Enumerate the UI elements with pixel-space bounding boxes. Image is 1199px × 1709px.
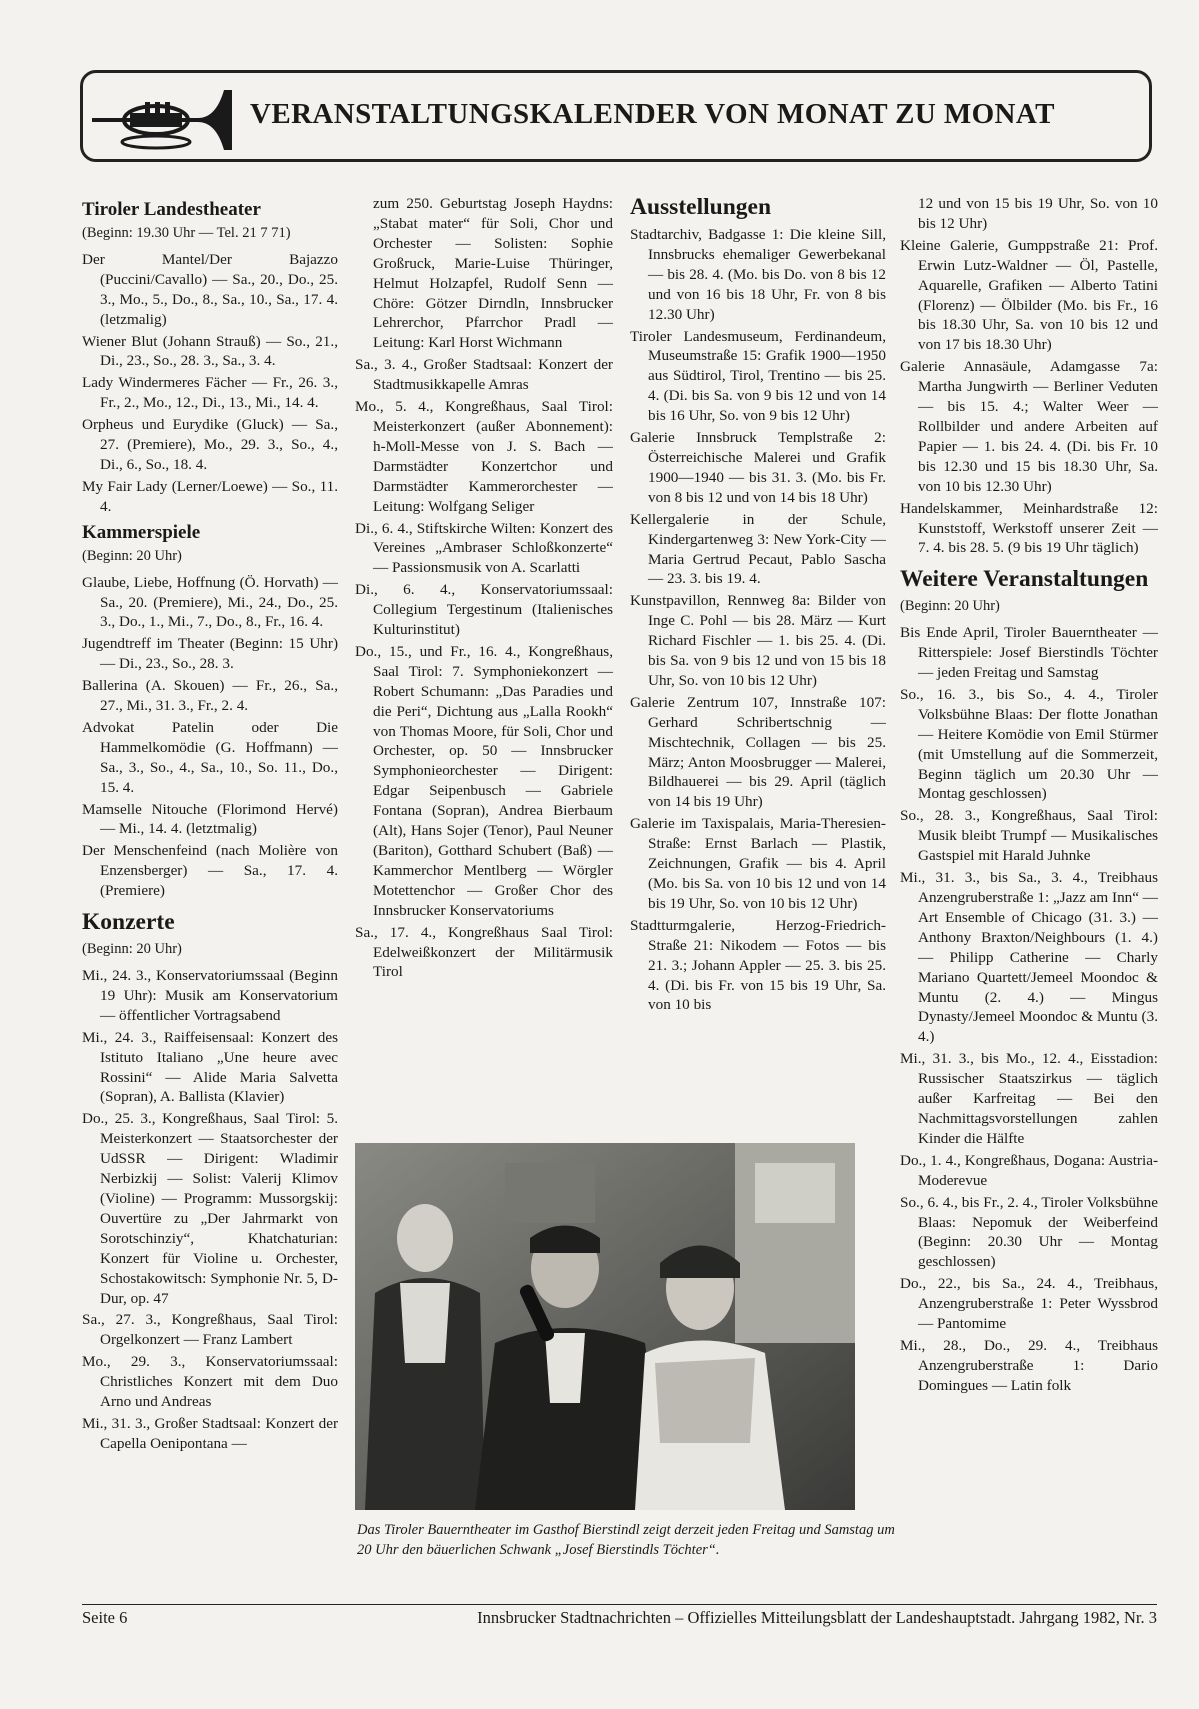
list-item: Do., 15., und Fr., 16. 4., Kongreßhaus, Saal Tirol: 7. Symphoniekonzert — Robert Schumann: „Das Paradies und die Peri“, Dichtung aus „Lalla Rookh“ von Thomas Moore, für Soli, Chor und Orchester, op. 50 — Innsbrucker Symphonieorchester — Dirigent: Edgar Seipenbusch — Gabriele Fontana (Sopran), Andrea Bierbaum (Alt), Hans Sojer (Tenor), Paul Neuner (Bariton), Gotthard Schubert (Baß) — Kammerchor Mentlberg — Wörgler Motettenchor — Großer Chor des Innsbrucker Konservatoriums bbox=[355, 642, 613, 919]
column-2 bbox=[355, 194, 613, 984]
list-item: Jugendtreff im Theater (Beginn: 15 Uhr) — Di., 23., So., 28. 3. bbox=[82, 635, 338, 673]
list-item: Di., 6. 4., Stiftskirche Wilten: Konzert des Vereines „Ambraser Schloßkonzerte“ — Passionsmusik von A. Scarlatti bbox=[355, 519, 613, 577]
list-item: Wiener Blut (Johann Strauß) — So., 21., Di., 23., So., 28. 3., Sa., 3. 4. bbox=[82, 332, 338, 370]
photo-caption: Das Tiroler Bauerntheater im Gasthof Bierstindl zeigt derzeit jeden Freitag und Samstag um 20 Uhr den bäuerlichen Schwank „Josef Bierstindls Töchter“. bbox=[357, 1522, 895, 1558]
list-item: Mi., 28., Do., 29. 4., Treibhaus Anzengruberstraße 1: Dario Domingues — Latin folk bbox=[900, 1336, 1158, 1394]
list-item: Orpheus und Eurydike (Gluck) — Sa., 27. (Premiere), Mo., 29. 3., So., 4., Di., 6., So., 18. 4. bbox=[82, 416, 338, 473]
section-heading-konzerte: Konzerte bbox=[82, 909, 175, 936]
list-item: Bis Ende April, Tiroler Bauerntheater — Ritterspiele: Josef Bierstindls Töchter — jeden Freitag und Samstag bbox=[900, 624, 1158, 682]
section-note: (Beginn: 20 Uhr) bbox=[82, 547, 182, 564]
list-item: zum 250. Geburtstag Joseph Haydns: „Stabat mater“ für Soli, Chor und Orchester — Solisten: Sophie Großruck, Marie-Luise Thüringer, Helmut Holzapfel, Rudolf Senn — Chöre: Götzer Dirndln, Innsbrucker Lehrerchor, Pfarrchor Pradl — Leitung: Karl Horst Wichmann bbox=[373, 195, 613, 352]
column-3 bbox=[630, 194, 886, 1017]
list-item: Mi., 31. 3., bis Sa., 3. 4., Treibhaus Anzengruberstraße 1: „Jazz am Inn“ — Art Ensemble of Chicago (31. 3.) — Anthony Braxton/Neighbours (1. 4.) — Philipp Catherine — Charly Mariano Quartett/Jemeel Moondoc & Muntu (2. 4.) — Mingus Dynasty/Jemeel Moondoc & Muntu (3. 4.) bbox=[900, 869, 1158, 1046]
list-item: Ballerina (A. Skouen) — Fr., 26., Sa., 27., Mi., 31. 3., Fr., 2. 4. bbox=[82, 677, 338, 715]
theater-photo bbox=[355, 1143, 855, 1510]
list-item: Galerie Zentrum 107, Innstraße 107: Gerhard Schribertschnig — Mischtechnik, Collagen — bis 25. März; Anton Moosbrugger — Malerei, Bildhauerei — bis 29. April (täglich von 14 bis 19 Uhr) bbox=[630, 693, 886, 811]
photo-illustration bbox=[355, 1143, 855, 1510]
list-item: Mo., 5. 4., Kongreßhaus, Saal Tirol: Meisterkonzert (außer Abonnement): h-Moll-Messe von J. S. Bach — Darmstädter Konzertchor und Darmstädter Kammerorchester — Leitung: Wolfgang Seliger bbox=[355, 398, 613, 515]
list-item: Galerie Innsbruck Templstraße 2: Österreichische Malerei und Grafik 1900—1940 — bis 31. 3. (Mo. bis Fr. von 8 bis 12 und von 14 bis 18 Uhr) bbox=[630, 429, 886, 506]
list-item: Sa., 27. 3., Kongreßhaus, Saal Tirol: Orgelkonzert — Franz Lambert bbox=[82, 1311, 338, 1349]
section-note: (Beginn: 20 Uhr) bbox=[900, 598, 1000, 615]
list-item: Handelskammer, Meinhardstraße 12: Kunststoff, Werkstoff unserer Zeit — 7. 4. bis 28. 5. (9 bis 19 Uhr täglich) bbox=[900, 499, 1158, 557]
list-item: My Fair Lady (Lerner/Loewe) — So., 11. 4. bbox=[82, 477, 338, 515]
page-footer bbox=[82, 1606, 1157, 1630]
footer-divider bbox=[82, 1604, 1157, 1605]
section-heading-ausstellungen: Ausstellungen bbox=[630, 194, 772, 220]
list-item: Do., 1. 4., Kongreßhaus, Dogana: Austria-Moderevue bbox=[900, 1151, 1158, 1189]
list-item: Mi., 31. 3., Großer Stadtsaal: Konzert der Capella Oenipontana — bbox=[82, 1414, 338, 1452]
list-item: Galerie Annasäule, Adamgasse 7a: Martha Jungwirth — Berliner Veduten — bis 15. 4.; Walter Weer — Rollbilder und andere Arbeiten auf Papier — 1. bis 24. 4. (Di. bis Fr. 10 bis 12.30 und 15 bis 18.30 Uhr, Sa. von 10 bis 12.30 Uhr) bbox=[900, 358, 1158, 495]
list-item: Der Menschenfeind (nach Molière von Enzensberger) — Sa., 17. 4. (Premiere) bbox=[82, 842, 338, 900]
list-item: Galerie im Taxispalais, Maria-Theresien-Straße: Ernst Barlach — Plastik, Zeichnungen, Grafik — bis 4. April (Mo. bis Sa. von 10 bis 12 und von 14 bis 19 Uhr, So. von 10 bis 12 Uhr) bbox=[630, 815, 886, 912]
section-heading-theater: Tiroler Landestheater bbox=[82, 199, 261, 220]
list-item: Do., 25. 3., Kongreßhaus, Saal Tirol: 5. Meisterkonzert — Staatsorchester der UdSSR — Dirigent: Wladimir Nerbizkij — Solist: Valerij Klimov (Violine) — Programm: Mussorgskij: Ouvertüre zu „Der Jahrmarkt von Sorotschinziy“, Khatchaturian: Konzert für Violine u. Orchester, Schostakowitsch: Symphonie Nr. 5, D-Dur, op. 47 bbox=[82, 1110, 338, 1307]
list-item: So., 16. 3., bis So., 4. 4., Tiroler Volksbühne Blaas: Der flotte Jonathan — Heitere Komödie von Emil Stürmer (mit Umstellung auf die Sommerzeit, Beginn täglich um 20.30 Uhr — Montag geschlossen) bbox=[900, 685, 1158, 803]
list-item: Sa., 3. 4., Großer Stadtsaal: Konzert der Stadtmusikkapelle Amras bbox=[355, 356, 613, 394]
calendar-title: VERANSTALTUNGSKALENDER VON MONAT ZU MONAT bbox=[250, 98, 1055, 130]
list-item: Mo., 29. 3., Konservatoriumssaal: Christliches Konzert mit dem Duo Arno und Andreas bbox=[82, 1353, 338, 1411]
list-item: Mi., 24. 3., Konservatoriumssaal (Beginn 19 Uhr): Musik am Konservatorium — öffentlicher Vortragsabend bbox=[82, 967, 338, 1024]
list-item: 12 und von 15 bis 19 Uhr, So. von 10 bis 12 Uhr) bbox=[918, 195, 1158, 232]
list-item: Di., 6. 4., Konservatoriumssaal: Collegium Tergestinum (Italienisches Kulturinstitut) bbox=[355, 581, 613, 639]
section-note: (Beginn: 20 Uhr) bbox=[82, 941, 182, 958]
list-item: Tiroler Landesmuseum, Ferdinandeum, Museumstraße 15: Grafik 1900—1950 aus Südtirol, Tirol, Trentino — bis 25. 4. (Di. bis Sa. von 9 bis 12 und von 14 bis 16 Uhr, So. von 9 bis 12 Uhr) bbox=[630, 327, 886, 425]
list-item: Lady Windermeres Fächer — Fr., 26. 3., Fr., 2., Mo., 12., Di., 13., Mi., 14. 4. bbox=[82, 374, 338, 412]
list-item: Der Mantel/Der Bajazzo (Puccini/Cavallo) — Sa., 20., Do., 25. 3., Mo., 5., Do., 8., Sa., 10., Sa., 17. 4. (letzmalig) bbox=[82, 250, 338, 328]
list-item: Sa., 17. 4., Kongreßhaus Saal Tirol: Edelweißkonzert der Militärmusik Tirol bbox=[355, 923, 613, 981]
section-heading-kammerspiele: Kammerspiele bbox=[82, 521, 201, 543]
list-item: Mi., 24. 3., Raiffeisensaal: Konzert des Istituto Italiano „Une heure avec Rossini“ — Alide Maria Salvetta (Sopran), A. Ballista (Klavier) bbox=[82, 1028, 338, 1106]
trumpet-icon bbox=[90, 80, 240, 160]
list-item: So., 6. 4., bis Fr., 2. 4., Tiroler Volksbühne Blaas: Nepomuk der Weiberfeind (Beginn: 20.30 Uhr — Montag geschlossen) bbox=[900, 1193, 1158, 1271]
section-heading-weitere: Weitere Veranstaltungen bbox=[900, 566, 1149, 593]
list-item: Mamselle Nitouche (Florimond Hervé) — Mi., 14. 4. (letztmalig) bbox=[82, 800, 338, 838]
column-4 bbox=[900, 194, 1158, 1398]
list-item: Stadtarchiv, Badgasse 1: Die kleine Sill, Innsbrucks ehemaliger Gewerbekanal — bis 28. 4. (Mo. bis Do. von 8 bis 12 und von 16 bis 18 Uhr, Fr. von 8 bis 12.30 Uhr) bbox=[630, 226, 886, 323]
list-item: Do., 22., bis Sa., 24. 4., Treibhaus, Anzengruberstraße 1: Peter Wyssbrod — Pantomime bbox=[900, 1275, 1158, 1333]
list-item: Glaube, Liebe, Hoffnung (Ö. Horvath) — Sa., 20. (Premiere), Mi., 24., Do., 25. 3., Do., 1., Mi., 7., Do., 8., Fr., 16. 4. bbox=[82, 573, 338, 631]
list-item: Kunstpavillon, Rennweg 8a: Bilder von Inge C. Pohl — bis 28. März — Kurt Richard Fischler — 1. bis 25. 4. (Di. bis Sa. von 9 bis 12 und von 15 bis 18 Uhr, So. von 10 bis 12 Uhr) bbox=[630, 592, 886, 689]
column-1 bbox=[82, 194, 338, 1456]
list-item: Stadtturmgalerie, Herzog-Friedrich-Straße 21: Nikodem — Fotos — bis 21. 3.; Johann Appler — 25. 3. bis 25. 4. (Di. bis Fr. von 15 bis 19 Uhr, Sa. von 10 bis bbox=[630, 916, 886, 1014]
list-item: Kleine Galerie, Gumppstraße 21: Prof. Erwin Lutz-Waldner — Öl, Pastelle, Aquarelle, Grafiken — Alberto Tatini (Florenz) — Ölbilder (Mo. bis Fr., 16 bis 18.30 Uhr, Sa. von 10 bis 12 und von 17 bis 18.30 Uhr) bbox=[900, 236, 1158, 354]
list-item: Advokat Patelin oder Die Hammelkomödie (G. Hoffmann) — Sa., 3., So., 4., Sa., 10., So. 11., Do., 15. 4. bbox=[82, 718, 338, 796]
section-note: (Beginn: 19.30 Uhr — Tel. 21 7 71) bbox=[82, 225, 291, 241]
page-number: Seite 6 bbox=[82, 1608, 128, 1627]
list-item: Mi., 31. 3., bis Mo., 12. 4., Eisstadion: Russischer Staatszirkus — täglich außer Karfreitag — Bei den Nachmittagsvorstellungen zahlen Kinder die Hälfte bbox=[900, 1050, 1158, 1147]
list-item: Kellergalerie in der Schule, Kindergartenweg 3: New York-City — Maria Gertrud Pecaut, Pablo Sascha — 23. 3. bis 19. 4. bbox=[630, 510, 886, 588]
list-item: So., 28. 3., Kongreßhaus, Saal Tirol: Musik bleibt Trumpf — Musikalisches Gastspiel mit Harald Juhnke bbox=[900, 807, 1158, 865]
publication-info: Innsbrucker Stadtnachrichten – Offizielles Mitteilungsblatt der Landeshauptstadt. Jahrgang 1982, Nr. 3 bbox=[477, 1608, 1157, 1627]
